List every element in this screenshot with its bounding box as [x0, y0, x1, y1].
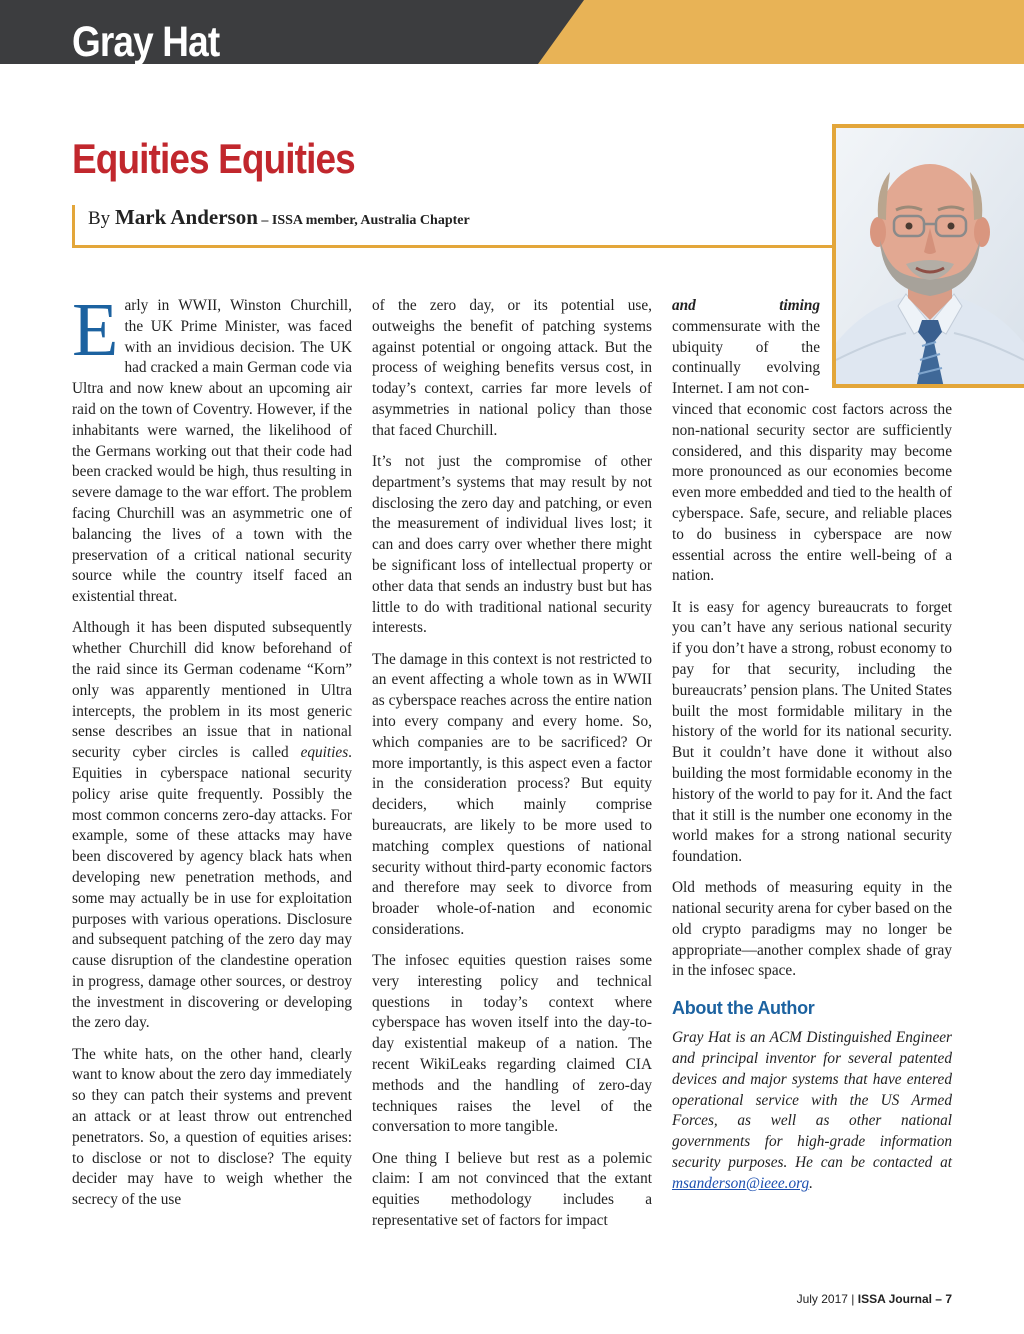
section-banner — [0, 0, 1024, 64]
footer-date: July 2017 — [796, 1292, 848, 1306]
paragraph: It’s not just the compromise of other department’s systems that may result by not disclosing the zero day and patching, or even the measurement of individual lives lost; it can and does carry over whether there might be significant loss of intellectual property or other data that sends an industry bust but has little to do with traditional national security interests. — [372, 452, 652, 637]
byline-rule — [72, 245, 834, 248]
paragraph: vinced that economic cost factors across the non-national security sector are sufficiently considered, and this disparity may become more pronounced as our economies become even more embedded and tied to the health of cyberspace. Safe, secure, and reliable places to do business in cyberspace are now essential across the entire well-being of a nation. — [672, 400, 952, 585]
about-author-text — [672, 1028, 952, 1194]
page-footer — [797, 1290, 952, 1308]
about-text-end: . — [809, 1174, 813, 1192]
drop-cap: E — [72, 288, 119, 372]
author-name: Mark Anderson — [114, 205, 258, 229]
byline-accent-bar — [72, 205, 75, 246]
footer-separator: | — [847, 1292, 858, 1306]
column-name: Gray Hat — [72, 18, 220, 64]
paragraph: Old methods of measuring equity in the national security arena for cyber based on the old crypto paradigms may no longer be appropriate—another complex shade of gray in the infosec space. — [672, 879, 952, 980]
about-text-body: Gray Hat is an ACM Distinguished Engineer and principal inventor for several patented devices and major systems that have entered operational service with the US Armed Forces, as well as other national governments for high-grade information security purposes. He can be contacted at — [672, 1029, 952, 1172]
paragraph-text: commensurate with the ubiquity of the continually evolving Internet. I am not con — [672, 317, 820, 398]
footer-journal: ISSA Journal – 7 — [857, 1292, 952, 1306]
paragraph-text: arly in WWII, Winston Churchill, the UK Prime Minister, was faced with an invidious decision. The UK had cracked a main German code via Ultra and now knew about an upcoming air raid on the town of Coventry. However, if the inhabitants were warned, the likelihood of the Germans working out that their code had been cracked would be high, thus resulting in severe damage to the war effort. The problem facing Churchill was an asymmetric one of balancing the lives of a town with the preservation of a critical national security source while the country itself faced an existential threat. — [72, 297, 352, 606]
paragraph — [72, 288, 352, 608]
paragraph: The white hats, on the other hand, clearly want to know about the zero day immediately so they can patch their systems and prevent an attack or at least throw out entrenched penetrators. So, a question of equities arises: to disclose or not to disclose? The equity decider may have to weigh whether the secrecy of the use — [72, 1045, 352, 1209]
article-title: Equities Equities — [72, 135, 355, 182]
byline-prefix: By — [88, 208, 115, 229]
column-2 — [372, 296, 652, 1242]
paragraph: of the zero day, or its potential use, outweighs the benefit of patching systems against potential or ongoing attack. But the process of weighing benefits versus cost, in today’s context, carries far more levels of asymmetries in national policy than those that faced Churchill. — [372, 297, 652, 439]
paragraph: The damage in this context is not restricted to an event affecting a whole town as in WWII as cyberspace reaches across the entire nation into every company and every home. So, which companies are to be sacrificed? Or more importantly, is this aspect even a factor in the consideration process? But equity deciders, which mainly comprise bureaucrats, are likely to be more used to matching complex questions of national security without third-party economic factors and therefore may seek to divorce from broader whole-of-nation and economic considerations. — [372, 650, 652, 938]
paragraph-text: . Equities in cyberspace national security policy arise quite frequently. Possibly the most common concerns zero-day attacks. For example, some of these attacks may have been discovered by agency black hats when developing new penetration methods, and some may actually be in use for exploitation purposes with various operations. Disclosure and subsequent patching of the zero day may cause disruption of the clandestine operation in progress, damage other sources, or destroy the investment in discovering or developing the zero day. — [72, 744, 352, 1032]
byline — [88, 203, 470, 235]
author-email-link[interactable]: msanderson@ieee.org — [672, 1174, 810, 1192]
paragraph-top: and timing commensurate with the ubiquity of the continually evolving Internet. I am not con- — [672, 297, 820, 398]
column-3 — [672, 296, 952, 1205]
emphasis-text: and timing — [672, 297, 820, 314]
column-1 — [72, 288, 352, 1221]
paragraph — [72, 618, 352, 1034]
about-author-heading: About the Author — [672, 998, 815, 1019]
paragraph: It is easy for agency bureaucrats to forget you can’t have any serious national security if you don’t have a strong, robust economy to pay for that security, including the bureaucrats’ pension plans. The United States built the most formidable military in the history of the world for its national security. But it couldn’t have done it without also building the most formidable economy in the history of the world to pay for it. And the fact that it still is the number one economy in the world makes for a strong national security foundation. — [672, 598, 952, 866]
paragraph-text: Although it has been disputed subsequently whether Churchill did know beforehand of the raid since its German codename “Korn” only was apparently mentioned in Ultra intercepts, the problem in its most generic sense describes an issue that in national security cyber circles is called — [72, 619, 352, 762]
paragraph: One thing I believe but rest as a polemic claim: I am not convinced that the extant equities methodology includes a representative set of factors for impact — [372, 1149, 652, 1230]
author-affiliation: – ISSA member, Australia Chapter — [257, 213, 470, 228]
paragraph: The infosec equities question raises some very interesting policy and technical questions in today’s context where cyberspace has woven itself into the day-to-day existential makeup of a nation. The recent WikiLeaks regarding claimed CIA methods and the handling of zero-day techniques raises the level of the conversation to more tangible. — [372, 952, 652, 1136]
emphasis-text: equities — [300, 744, 349, 762]
